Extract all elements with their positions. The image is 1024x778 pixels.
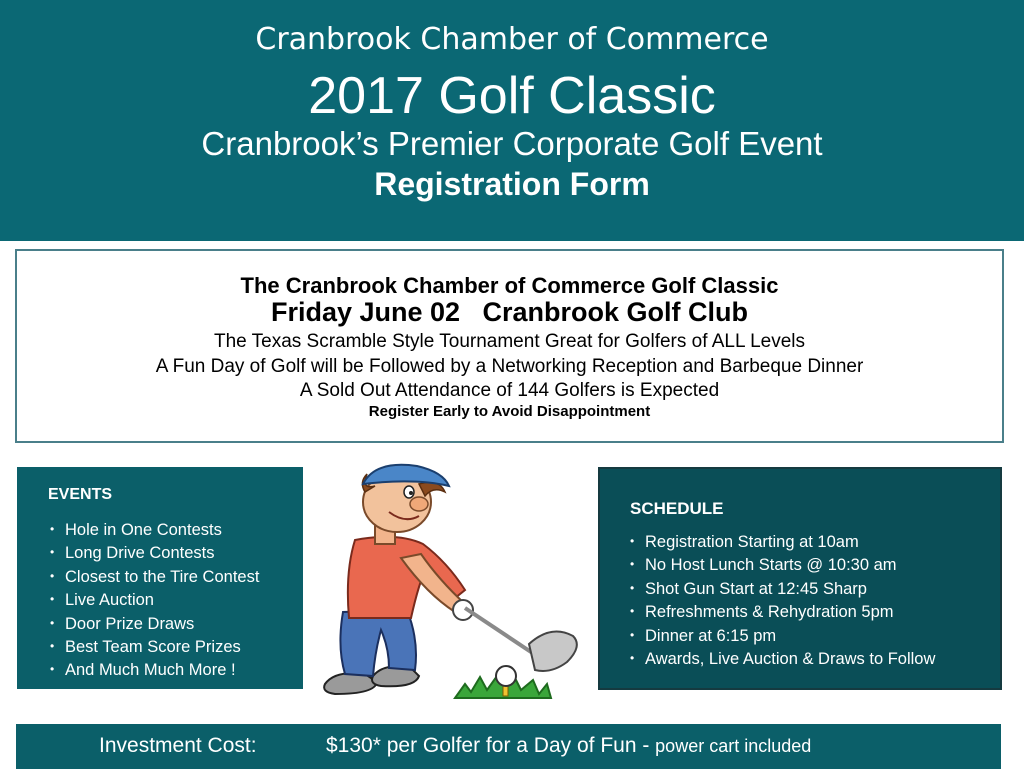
bullet-icon: • [50,545,55,560]
bullet-icon: • [630,534,635,548]
cost-price: $130* per Golfer for a Day of Fun - [326,734,656,757]
bullet-icon: • [50,522,55,536]
schedule-item-text: No Host Lunch Starts @ 10:30 am [645,556,897,575]
schedule-item-text: Shot Gun Start at 12:45 Sharp [645,579,867,598]
list-item [630,647,935,670]
list-item [50,541,259,564]
list-item [50,612,259,635]
cost-text [326,734,811,758]
event-info-box [15,249,1004,443]
info-line-format: The Texas Scramble Style Tournament Great for Golfers of ALL Levels [213,331,806,352]
cost-note: power cart included [655,736,812,756]
list-item [50,658,259,681]
investment-cost-bar [16,724,1001,769]
events-list [50,518,259,682]
header-banner [0,0,1024,241]
event-title: 2017 Golf Classic [308,67,716,125]
bullet-icon: • [630,651,635,666]
event-item-text: Hole in One Contests [65,521,222,539]
info-heading: The Cranbrook Chamber of Commerce Golf Classic [240,273,779,298]
schedule-item-text: Dinner at 6:15 pm [645,626,777,645]
list-item [50,635,259,658]
schedule-item-text: Refreshments & Rehydration 5pm [645,603,894,622]
bullet-icon: • [630,557,635,572]
bullet-icon: • [50,639,55,654]
schedule-item-text: Awards, Live Auction & Draws to Follow [645,650,936,669]
bullet-icon: • [630,627,635,642]
event-item-text: And Much Much More ! [65,661,236,680]
events-title: EVENTS [48,486,113,503]
events-panel [17,467,303,689]
form-title: Registration Form [374,166,650,202]
list-item [630,600,935,623]
schedule-item-text: Registration Starting at 10am [645,533,859,551]
bullet-icon: • [50,592,55,607]
info-register-note: Register Early to Avoid Disappointment [368,403,651,420]
cost-label: Investment Cost: [99,734,257,757]
list-item [50,565,259,588]
golf-ball [496,666,516,686]
event-item-text: Door Prize Draws [65,614,195,633]
list-item [630,530,935,553]
bullet-icon: • [630,580,635,595]
list-item [630,577,935,600]
schedule-panel [598,467,1002,690]
list-item [50,518,259,541]
bullet-icon: • [50,662,55,677]
list-item [630,553,935,576]
event-item-text: Live Auction [65,591,154,610]
bullet-icon: • [50,568,55,583]
event-item-text: Long Drive Contests [65,544,215,563]
schedule-list [630,530,935,670]
info-date-venue: Friday June 02 Cranbrook Golf Club [270,297,749,327]
bullet-icon: • [50,615,55,630]
info-line-attendance: A Sold Out Attendance of 144 Golfers is Expected [299,380,720,401]
event-item-text: Closest to the Tire Contest [65,567,260,586]
event-tagline: Cranbrook’s Premier Corporate Golf Event [201,125,823,162]
schedule-title: SCHEDULE [630,499,724,518]
list-item [50,588,259,611]
bullet-icon: • [630,604,635,619]
organization-name: Cranbrook Chamber of Commerce [255,22,769,57]
golfer-cartoon-icon [315,462,585,702]
list-item [630,624,935,647]
info-line-dinner: A Fun Day of Golf will be Followed by a Networking Reception and Barbeque Dinner [155,356,864,377]
event-item-text: Best Team Score Prizes [65,638,241,657]
